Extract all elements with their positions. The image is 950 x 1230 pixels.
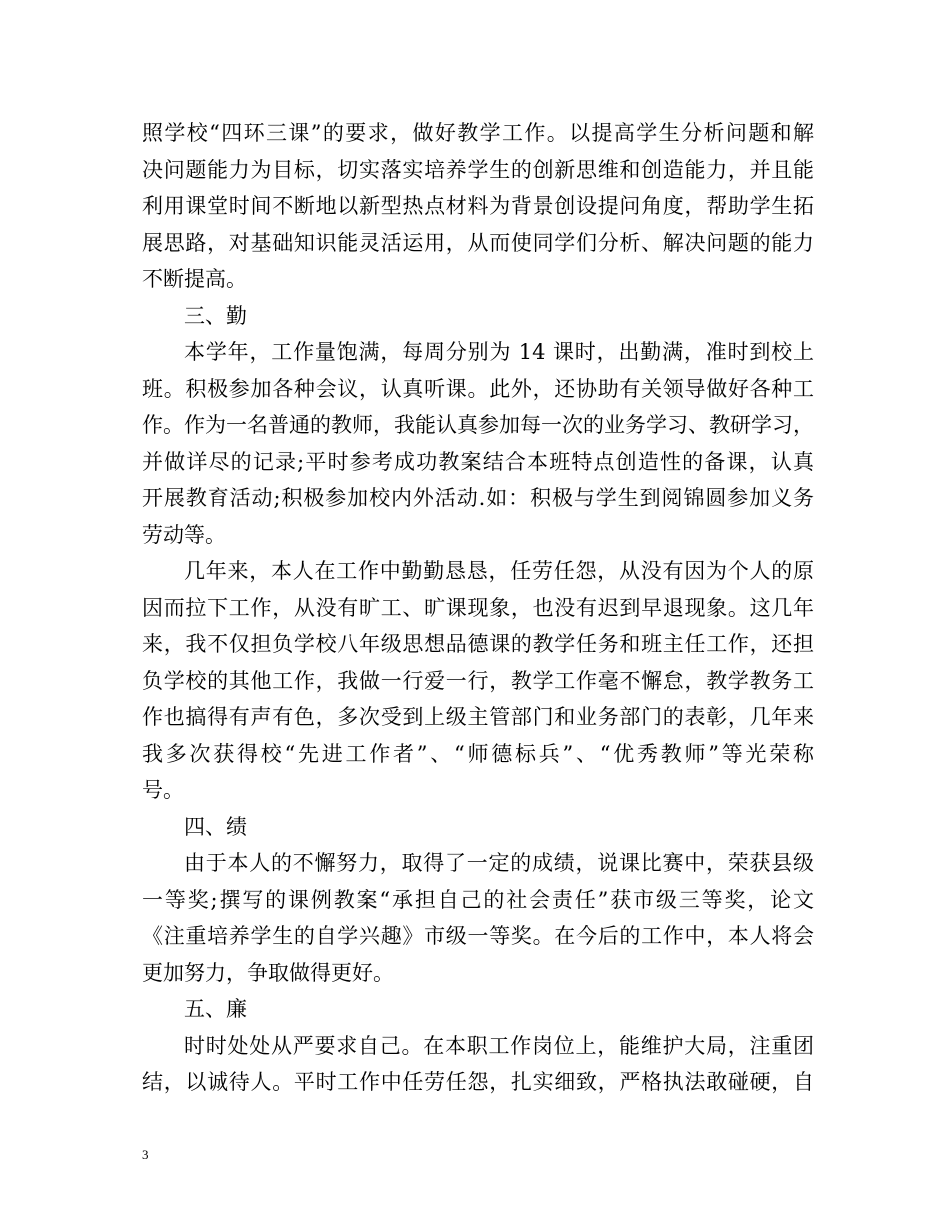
text-line: 本学年，工作量饱满，每周分别为 14 课时，出勤满，准时到校上 (184, 340, 814, 364)
text-line: 不断提高。 (142, 267, 247, 291)
text-line: 展思路，对基础知识能灵活运用，从而使同学们分析、解决问题的能力 (142, 230, 814, 255)
text-line: 开展教育活动;积极参加校内外活动.如：积极与学生到阅锦圆参加义务 (142, 486, 814, 510)
text-line: 五、廉 (184, 997, 247, 1021)
text-line: 因而拉下工作，从没有旷工、旷课现象，也没有迟到早退现象。这几年 (142, 595, 814, 620)
text-line: 几年来，本人在工作中勤勤恳恳，任劳任怨，从没有因为个人的原 (184, 559, 814, 583)
text-line: 结，以诚待人。平时工作中任劳任怨，扎实细致，严格执法敢碰硬，自 (142, 1070, 814, 1094)
text-line: 更加努力，争取做得更好。 (142, 960, 394, 985)
text-line: 由于本人的不懈努力，取得了一定的成绩，说课比赛中，荣获县级 (184, 851, 814, 875)
text-line: 三、勤 (184, 303, 247, 328)
text-line: 劳动等。 (142, 522, 226, 547)
text-line: 负学校的其他工作，我做一行爱一行，教学工作毫不懈怠，教学教务工 (142, 668, 814, 693)
text-line: 作也搞得有声有色，多次受到上级主管部门和业务部门的表彰，几年来 (142, 705, 814, 729)
document-body (142, 115, 814, 1101)
text-line: 决问题能力为目标，切实落实培养学生的创新思维和创造能力，并且能 (142, 157, 814, 182)
text-line: 利用课堂时间不断地以新型热点材料为背景创设提问角度，帮助学生拓 (142, 194, 814, 218)
text-line: 我多次获得校“先进工作者”、“师德标兵”、“优秀教师”等光荣称 (142, 741, 814, 766)
text-line: 班。积极参加各种会议，认真听课。此外，还协助有关领导做好各种工 (142, 376, 814, 401)
text-line: 号。 (142, 778, 184, 802)
text-line: 并做详尽的记录;平时参考成功教案结合本班特点创造性的备课，认真 (142, 449, 814, 474)
text-line: 一等奖;撰写的课例教案“承担自己的社会责任”获市级三等奖，论文 (142, 887, 814, 912)
page-number: 3 (142, 1147, 149, 1162)
text-line: 《注重培养学生的自学兴趣》市级一等奖。在今后的工作中，本人将会 (142, 924, 814, 948)
text-line: 时时处处从严要求自己。在本职工作岗位上，能维护大局，注重团 (184, 1033, 814, 1058)
text-line: 作。作为一名普通的教师，我能认真参加每一次的业务学习、教研学习， (142, 413, 814, 437)
text-line: 四、绩 (184, 814, 247, 839)
text-line: 来，我不仅担负学校八年级思想品德课的教学任务和班主任工作，还担 (142, 632, 814, 656)
text-line: 照学校“四环三课”的要求，做好教学工作。以提高学生分析问题和解 (142, 121, 814, 145)
